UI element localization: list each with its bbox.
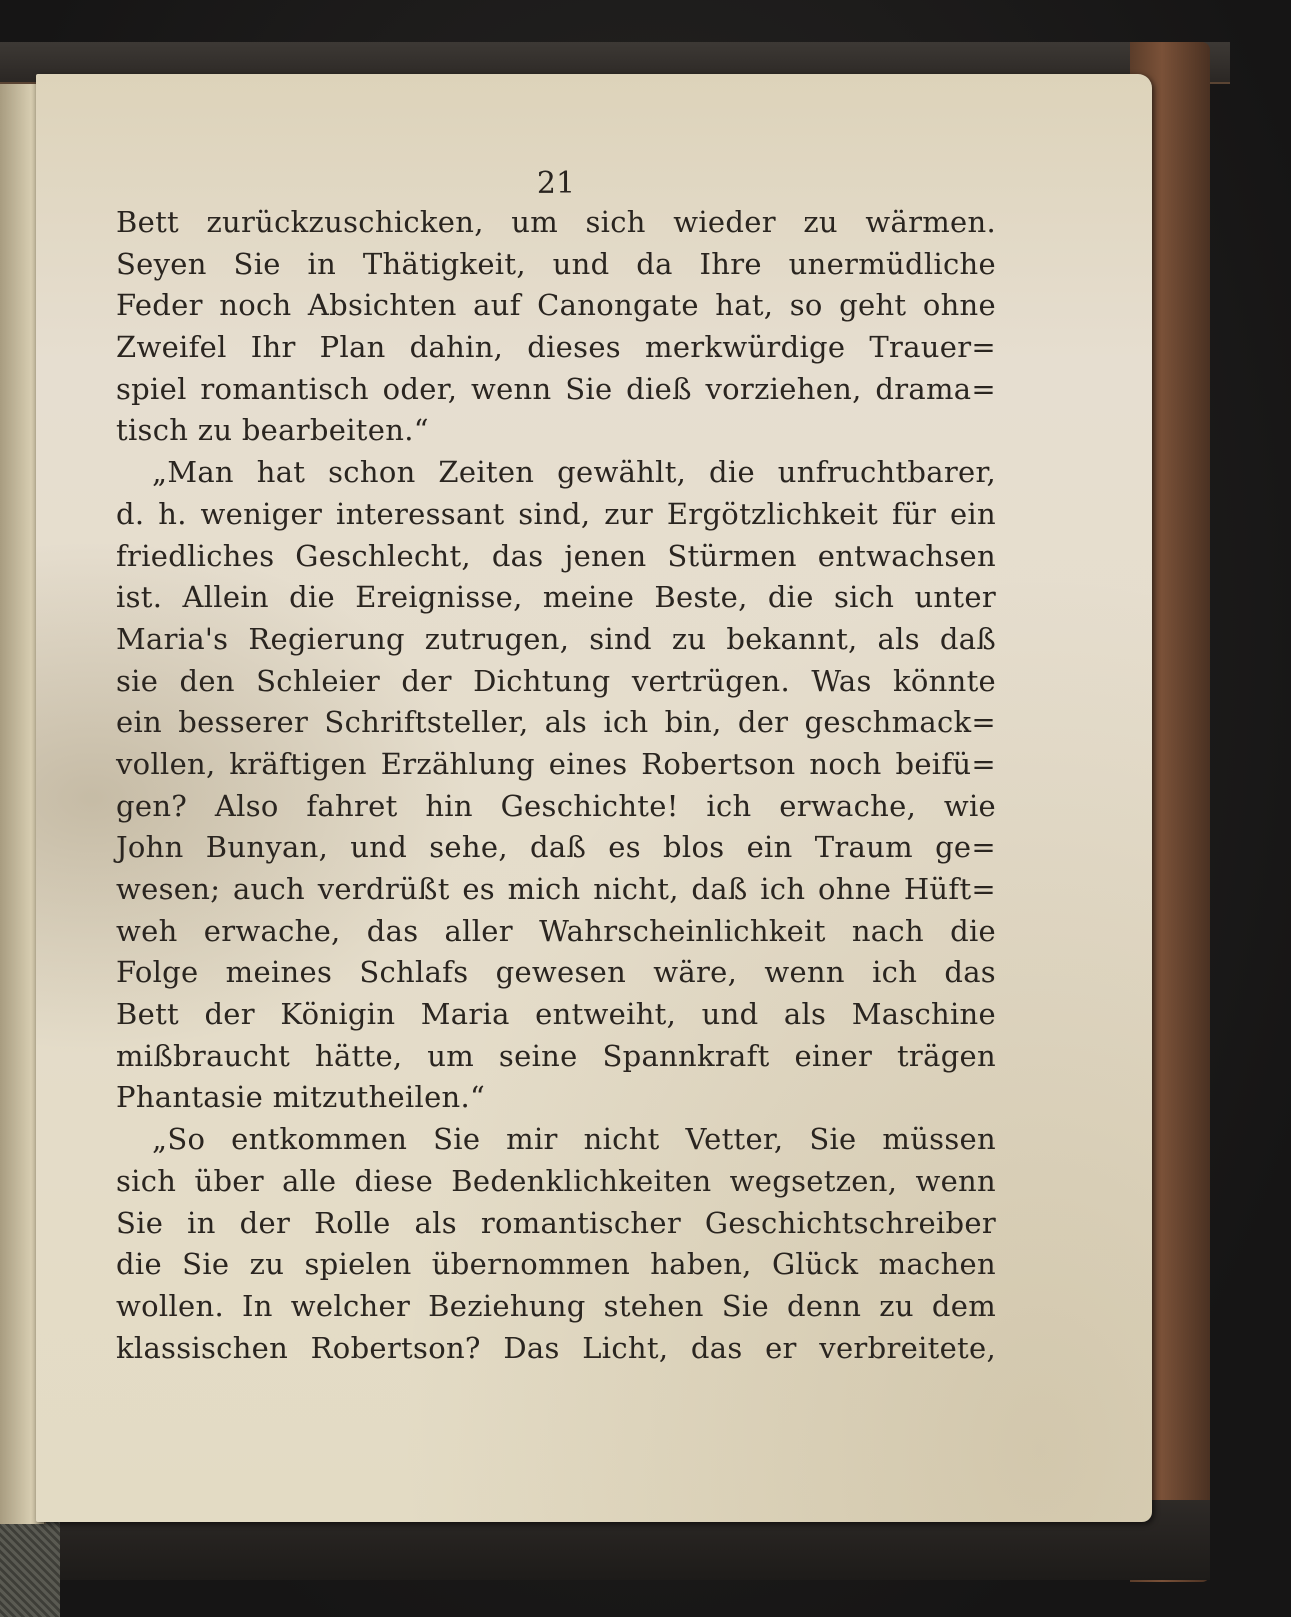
text-line: Feder noch Absichten auf Canongate hat, so geht ohne <box>116 288 996 323</box>
text-line: sich über alle diese Bedenklichkeiten wegsetzen, wenn <box>116 1163 996 1198</box>
text-line: d. h. weniger interessant sind, zur Ergötzlichkeit für ein <box>116 496 996 531</box>
text-line: spiel romantisch oder, wenn Sie dieß vorziehen, drama= <box>116 371 996 406</box>
text-line: friedliches Geschlecht, das jenen Stürmen entwachsen <box>116 538 996 573</box>
text-line: gen? Also fahret hin Geschichte! ich erwache, wie <box>116 788 996 823</box>
text-line: wollen. In welcher Beziehung stehen Sie denn zu dem <box>116 1288 996 1323</box>
text-line: ist. Allein die Ereignisse, meine Beste, die sich unter <box>116 580 996 615</box>
text-line: weh erwache, das aller Wahrscheinlichkeit nach die <box>116 913 996 948</box>
text-line: ein besserer Schriftsteller, als ich bin, der geschmack= <box>116 705 996 740</box>
text-line: Phantasie mitzutheilen.“ <box>116 1080 486 1115</box>
text-line: sie den Schleier der Dichtung vertrügen. Was könnte <box>116 663 996 698</box>
text-line: Seyen Sie in Thätigkeit, und da Ihre unermüdliche <box>116 246 996 281</box>
text-line: wesen; auch verdrüßt es mich nicht, daß ich ohne Hüft= <box>116 872 996 906</box>
text-line: „So entkommen Sie mir nicht Vetter, Sie müssen <box>152 1122 996 1157</box>
text-line: vollen, kräftigen Erzählung eines Robertson noch beifü= <box>116 746 996 781</box>
text-line: Bett zurückzuschicken, um sich wieder zu wärmen. <box>116 205 996 239</box>
page-number: 21 <box>536 166 576 201</box>
text-line: Folge meines Schlafs gewesen wäre, wenn ich das <box>116 955 996 990</box>
text-line: Maria's Regierung zutrugen, sind zu bekannt, als daß <box>116 621 996 656</box>
text-line: Bett der Königin Maria entweiht, und als Maschine <box>116 997 996 1032</box>
text-line: „Man hat schon Zeiten gewählt, die unfruchtbarer, <box>152 455 996 490</box>
text-line: die Sie zu spielen übernommen haben, Glück machen <box>116 1247 996 1282</box>
text-line: Sie in der Rolle als romantischer Geschichtschreiber <box>116 1205 996 1240</box>
text-line: mißbraucht hätte, um seine Spannkraft einer trägen <box>116 1038 996 1073</box>
text-line: tisch zu bearbeiten.“ <box>116 413 429 448</box>
text-line: Zweifel Ihr Plan dahin, dieses merkwürdige Trauer= <box>116 330 996 365</box>
text-line: John Bunyan, und sehe, daß es blos ein Traum ge= <box>116 830 996 865</box>
page-text <box>116 202 996 1369</box>
text-line: klassischen Robertson? Das Licht, das er verbreitete, <box>116 1330 996 1365</box>
book-page <box>36 74 1152 1522</box>
